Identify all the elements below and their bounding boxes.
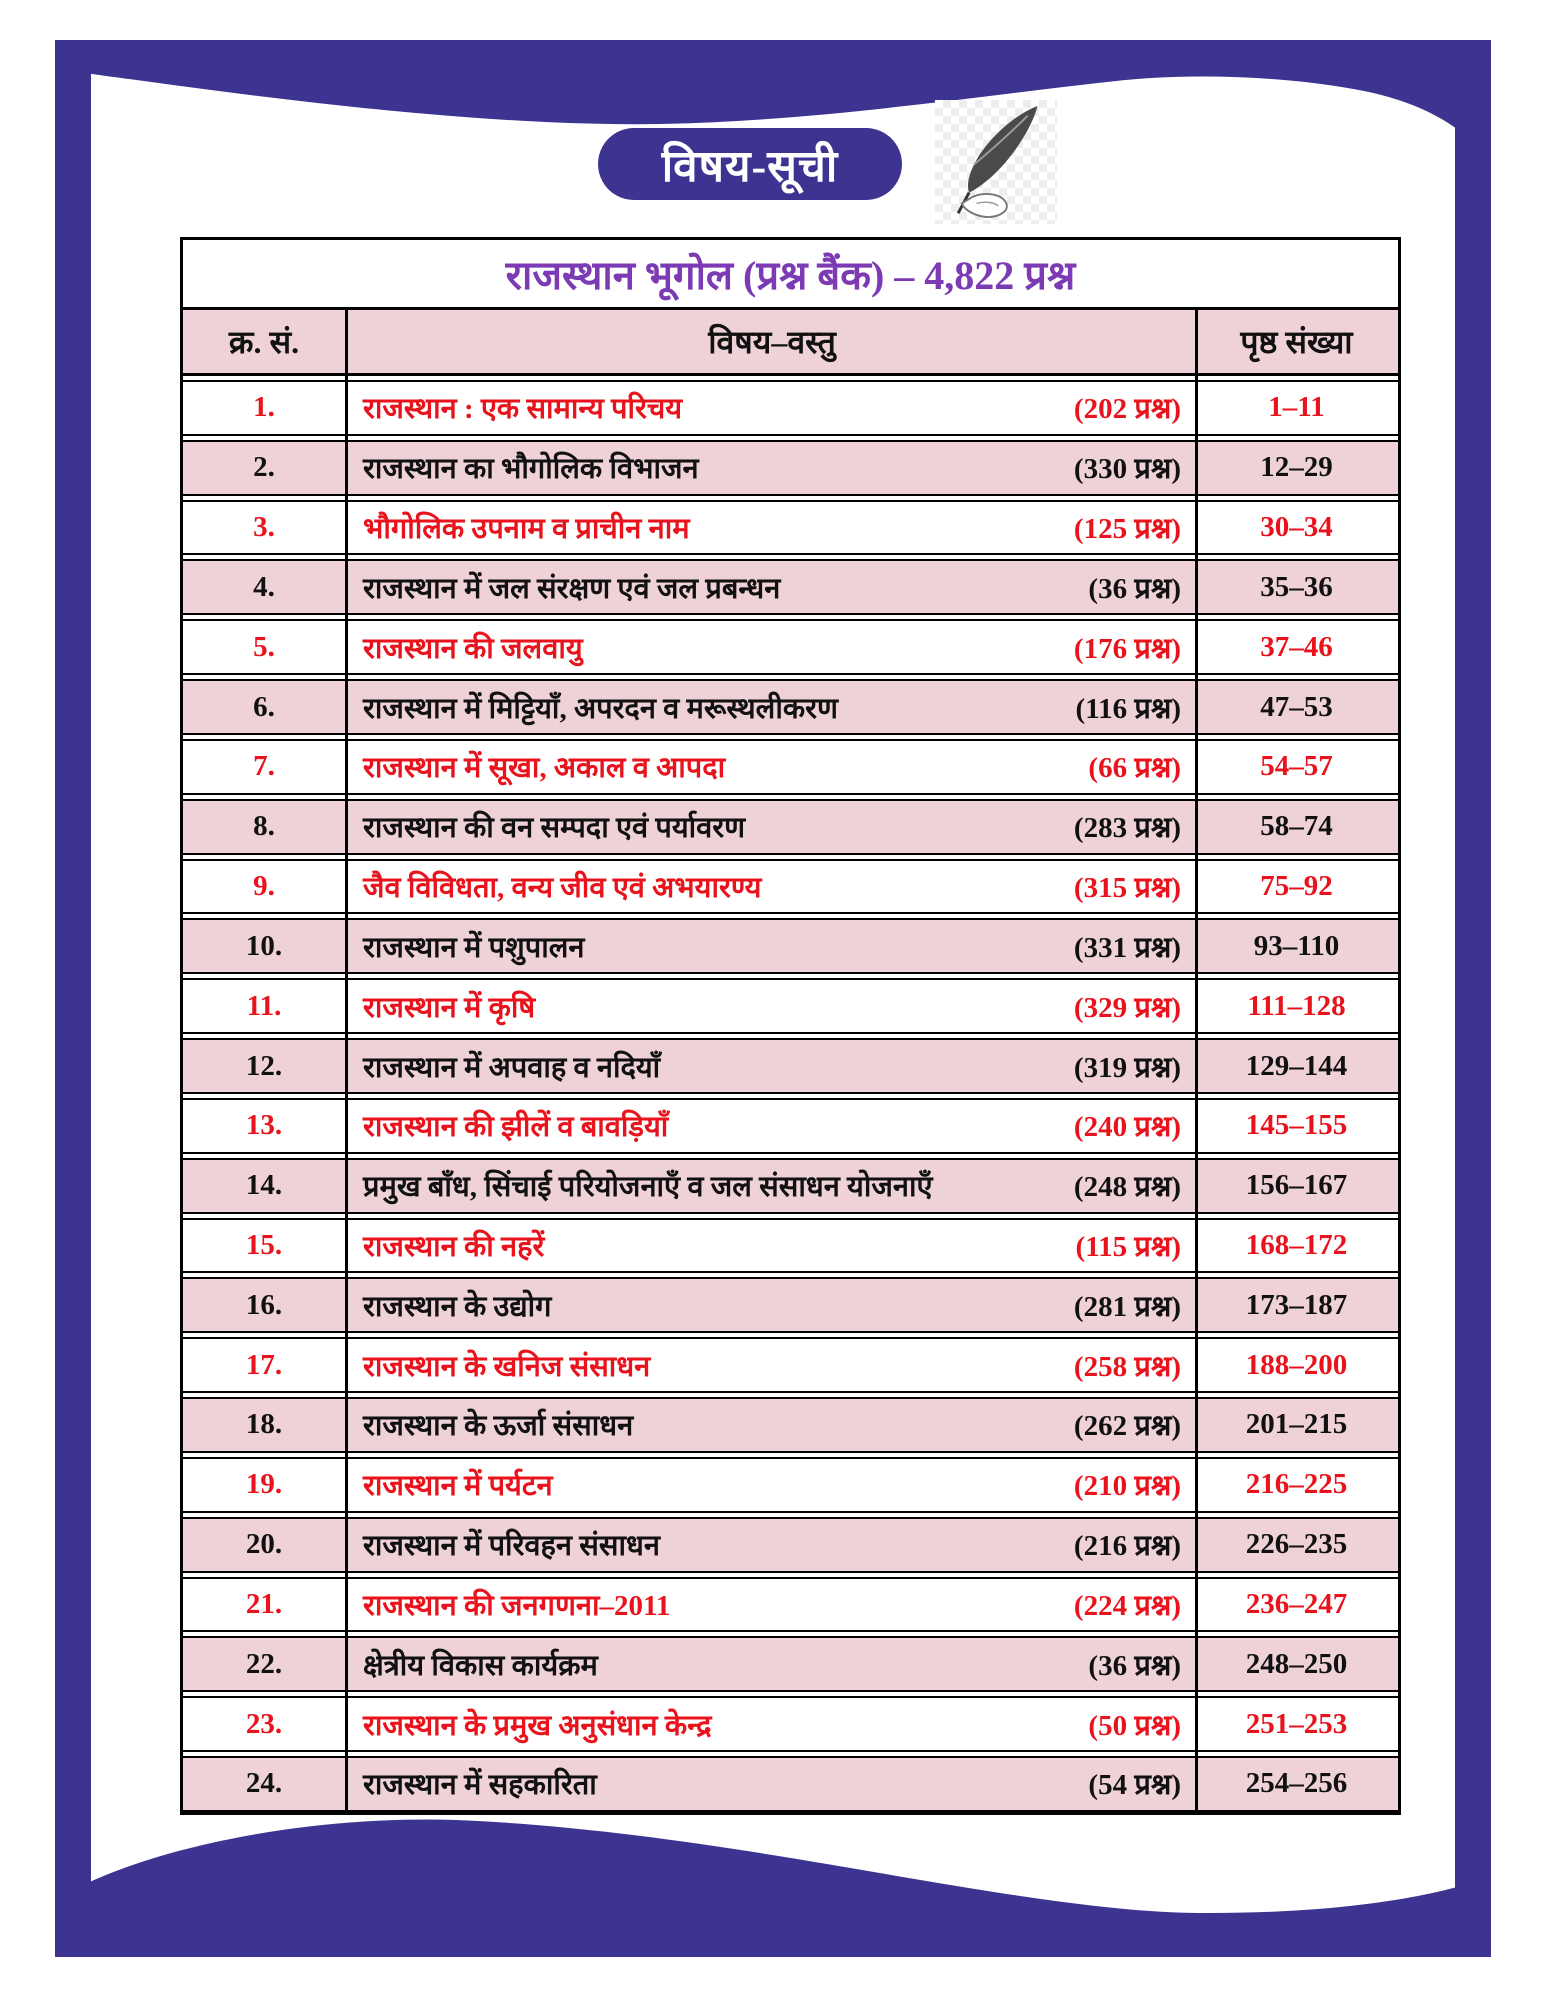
contents-table: [180, 237, 1401, 1815]
row-serial: 9.: [253, 870, 275, 903]
row-serial: 13.: [245, 1109, 283, 1142]
row-pages: 47–53: [1260, 690, 1333, 723]
column-divider-1: [345, 310, 348, 1812]
row-serial: 8.: [253, 810, 275, 843]
row-serial: 15.: [245, 1229, 283, 1261]
row-subject: राजस्थान की जलवायु: [363, 632, 583, 665]
row-subject: प्रमुख बाँध, सिंचाई परियोजनाएँ व जल संसाधन योजनाएँ: [363, 1171, 933, 1204]
row-serial: 10.: [245, 929, 283, 962]
table-row: [183, 1337, 1398, 1393]
table-row: [183, 1577, 1398, 1633]
row-subject: राजस्थान में मिट्टियाँ, अपरदन व मरूस्थलीकरण: [363, 692, 838, 725]
row-pages: 173–187: [1245, 1288, 1348, 1321]
table-row: [183, 1218, 1398, 1274]
row-serial: 16.: [245, 1288, 283, 1321]
column-divider-2: [1195, 310, 1198, 1812]
row-subject: राजस्थान की झीलें व बावड़ियाँ: [363, 1111, 669, 1144]
row-serial: 24.: [245, 1767, 283, 1800]
row-subject: राजस्थान के खनिज संसाधन: [363, 1350, 651, 1383]
row-serial: 12.: [245, 1049, 283, 1082]
row-serial: 3.: [253, 511, 275, 544]
row-subject: राजस्थान में पर्यटन: [363, 1470, 553, 1503]
row-question-count: (125 प्रश्न): [1073, 513, 1181, 546]
table-header-row: [183, 310, 1398, 376]
row-pages: 236–247: [1245, 1587, 1348, 1620]
row-question-count: (331 प्रश्न): [1073, 931, 1181, 964]
row-question-count: (66 प्रश्न): [1088, 752, 1181, 785]
row-question-count: (50 प्रश्न): [1088, 1709, 1181, 1742]
page-title-badge: [598, 128, 902, 200]
row-pages: 145–155: [1245, 1109, 1348, 1142]
page-title: विषय-सूची: [661, 142, 839, 191]
row-serial: 14.: [245, 1169, 283, 1202]
row-question-count: (281 प्रश्न): [1073, 1290, 1181, 1323]
table-title: राजस्थान भूगोल (प्रश्न बैंक) – 4,822 प्रश्न: [505, 253, 1076, 298]
row-subject: राजस्थान के ऊर्जा संसाधन: [363, 1410, 634, 1443]
table-row: [183, 1457, 1398, 1513]
row-question-count: (258 प्रश्न): [1073, 1350, 1181, 1383]
row-question-count: (330 प्रश्न): [1073, 453, 1181, 486]
row-serial: 17.: [245, 1348, 283, 1381]
row-pages: 93–110: [1253, 929, 1340, 962]
row-question-count: (176 प्रश्न): [1073, 632, 1181, 665]
row-question-count: (329 प्रश्न): [1073, 991, 1181, 1024]
row-serial: 18.: [245, 1408, 283, 1441]
row-subject: राजस्थान में सहकारिता: [363, 1769, 597, 1802]
table-body: [183, 310, 1398, 1812]
row-serial: 19.: [245, 1468, 283, 1501]
table-row: [183, 1696, 1398, 1752]
row-pages: 226–235: [1245, 1528, 1348, 1561]
row-question-count: (240 प्रश्न): [1073, 1111, 1181, 1144]
row-pages: 168–172: [1245, 1229, 1348, 1261]
row-question-count: (54 प्रश्न): [1088, 1769, 1181, 1802]
row-subject: राजस्थान में जल संरक्षण एवं जल प्रबन्धन: [363, 572, 781, 605]
row-serial: 7.: [253, 750, 275, 783]
row-serial: 6.: [253, 690, 275, 723]
row-subject: भौगोलिक उपनाम व प्राचीन नाम: [363, 513, 690, 546]
table-row: [183, 859, 1398, 915]
row-subject: राजस्थान में सूखा, अकाल व आपदा: [363, 752, 726, 785]
row-pages: 12–29: [1260, 451, 1333, 484]
row-pages: 251–253: [1245, 1707, 1348, 1740]
row-pages: 188–200: [1245, 1348, 1348, 1381]
row-serial: 5.: [253, 630, 275, 663]
row-question-count: (115 प्रश्न): [1075, 1231, 1181, 1263]
row-serial: 2.: [253, 451, 275, 484]
table-row: [183, 739, 1398, 795]
row-subject: राजस्थान में कृषि: [363, 991, 536, 1024]
row-pages: 216–225: [1245, 1468, 1348, 1501]
table-row: [183, 1158, 1398, 1214]
table-row: [183, 440, 1398, 496]
row-serial: 1.: [253, 391, 275, 424]
row-pages: 37–46: [1260, 630, 1333, 663]
row-serial: 21.: [245, 1587, 283, 1620]
frame-bottom-wave: [55, 1819, 1491, 1957]
row-pages: 111–128: [1247, 989, 1346, 1022]
table-row: [183, 918, 1398, 974]
table-row: [183, 1397, 1398, 1453]
row-pages: 35–36: [1260, 570, 1333, 603]
row-pages: 201–215: [1245, 1408, 1348, 1441]
table-row: [183, 619, 1398, 675]
row-subject: राजस्थान के उद्योग: [363, 1290, 552, 1323]
row-question-count: (36 प्रश्न): [1088, 1649, 1181, 1682]
header-subject: विषय–वस्तु: [708, 324, 836, 360]
row-serial: 11.: [246, 989, 282, 1022]
header-pages: पृष्ठ संख्या: [1240, 324, 1353, 360]
table-row: [183, 799, 1398, 855]
row-question-count: (216 प्रश्न): [1073, 1530, 1181, 1563]
row-subject: राजस्थान में पशुपालन: [363, 931, 585, 964]
table-row: [183, 1038, 1398, 1094]
table-row: [183, 1277, 1398, 1333]
table-row: [183, 1517, 1398, 1573]
table-row: [183, 978, 1398, 1034]
row-serial: 20.: [245, 1528, 283, 1561]
row-pages: 129–144: [1245, 1049, 1348, 1082]
frame-left-bar: [55, 40, 91, 1912]
row-pages: 54–57: [1260, 750, 1333, 783]
table-title-row: [183, 240, 1398, 310]
row-question-count: (319 प्रश्न): [1073, 1051, 1181, 1084]
table-row: [183, 559, 1398, 615]
row-subject: राजस्थान का भौगोलिक विभाजन: [363, 453, 699, 486]
row-pages: 75–92: [1260, 870, 1333, 903]
table-row: [183, 1098, 1398, 1154]
row-subject: राजस्थान में परिवहन संसाधन: [363, 1530, 660, 1563]
row-subject: राजस्थान में अपवाह व नदियाँ: [363, 1051, 661, 1084]
table-row: [183, 1636, 1398, 1692]
row-subject: राजस्थान : एक सामान्य परिचय: [363, 393, 683, 426]
table-row: [183, 380, 1398, 436]
row-question-count: (248 प्रश्न): [1073, 1171, 1181, 1204]
row-pages: 254–256: [1245, 1767, 1348, 1800]
header-serial: क्र. सं.: [228, 324, 300, 360]
row-question-count: (262 प्रश्न): [1073, 1410, 1181, 1443]
row-question-count: (36 प्रश्न): [1088, 572, 1181, 605]
row-pages: 30–34: [1260, 511, 1333, 544]
row-pages: 156–167: [1245, 1169, 1348, 1202]
row-serial: 4.: [253, 570, 275, 603]
row-question-count: (224 प्रश्न): [1073, 1589, 1181, 1622]
row-pages: 248–250: [1245, 1647, 1348, 1680]
row-serial: 23.: [245, 1707, 283, 1740]
row-question-count: (283 प्रश्न): [1073, 812, 1181, 845]
row-subject: राजस्थान की वन सम्पदा एवं पर्यावरण: [363, 812, 746, 845]
row-pages: 58–74: [1260, 810, 1333, 843]
row-question-count: (315 प्रश्न): [1073, 872, 1181, 905]
table-row: [183, 500, 1398, 556]
row-serial: 22.: [245, 1647, 283, 1680]
quill-pen-icon: [935, 100, 1057, 224]
row-subject: क्षेत्रीय विकास कार्यक्रम: [363, 1649, 598, 1682]
frame-right-bar: [1455, 40, 1491, 1920]
table-row: [183, 1756, 1398, 1812]
row-question-count: (210 प्रश्न): [1073, 1470, 1181, 1503]
row-question-count: (202 प्रश्न): [1073, 393, 1181, 426]
row-subject: जैव विविधता, वन्य जीव एवं अभयारण्य: [363, 872, 762, 905]
row-subject: राजस्थान की नहरें: [363, 1231, 545, 1263]
row-pages: 1–11: [1268, 391, 1325, 424]
row-subject: राजस्थान के प्रमुख अनुसंधान केन्द्र: [363, 1709, 712, 1742]
table-row: [183, 679, 1398, 735]
row-question-count: (116 प्रश्न): [1075, 692, 1181, 725]
row-subject: राजस्थान की जनगणना–2011: [363, 1589, 671, 1622]
